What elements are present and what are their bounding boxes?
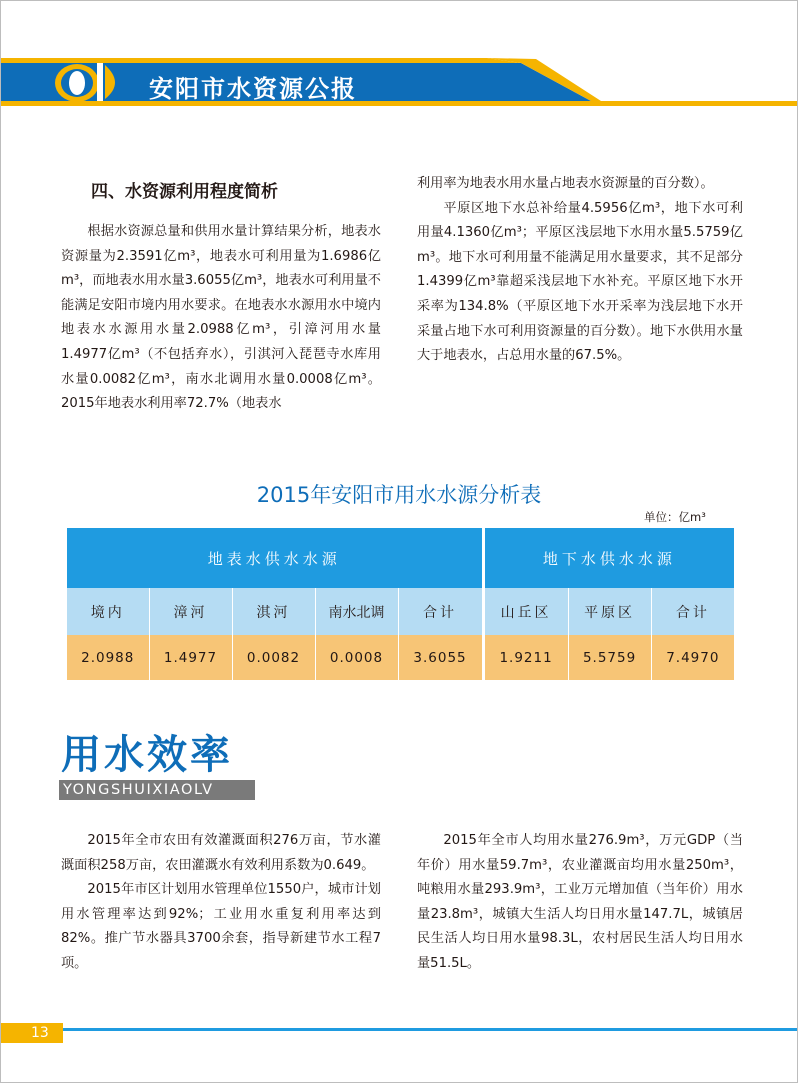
table-cell: 0.0082 bbox=[232, 635, 315, 680]
column-header: 合计 bbox=[398, 588, 483, 635]
table-title: 2015年安阳市用水水源分析表 bbox=[256, 483, 542, 507]
efficiency-subtitle-bar bbox=[59, 780, 255, 800]
groundwater-group-header: 地下水供水水源 bbox=[483, 528, 734, 588]
table-cell: 1.4977 bbox=[149, 635, 232, 680]
table-cell: 0.0008 bbox=[315, 635, 398, 680]
table-cell: 7.4970 bbox=[651, 635, 734, 680]
page-number: 13 bbox=[31, 1025, 49, 1041]
header-banner bbox=[1, 1, 797, 111]
left-column bbox=[61, 220, 381, 417]
table-row bbox=[67, 635, 734, 680]
efficiency-paragraph: 2015年全市农田有效灌溉面积276万亩，节水灌溉面积258万亩，农田灌溉水有效利用系数为0.649。 bbox=[61, 833, 381, 873]
column-header: 漳河 bbox=[149, 588, 232, 635]
table-group-header-row bbox=[67, 528, 734, 588]
analysis-paragraph-continued: 利用率为地表水用水量占地表水资源量的百分数）。 bbox=[417, 176, 714, 191]
efficiency-pinyin: YONGSHUIXIAOLV bbox=[63, 782, 214, 798]
efficiency-left-column bbox=[61, 829, 381, 977]
column-header: 山丘区 bbox=[483, 588, 568, 635]
table-cell: 2.0988 bbox=[67, 635, 149, 680]
column-header: 境内 bbox=[67, 588, 149, 635]
table-cell: 3.6055 bbox=[398, 635, 483, 680]
surface-water-group-header: 地表水供水水源 bbox=[67, 528, 483, 588]
table-unit: 单位：亿m³ bbox=[644, 510, 706, 524]
header-title: 安阳市水资源公报 bbox=[149, 75, 357, 103]
efficiency-heading: 用水效率 bbox=[61, 732, 233, 778]
right-column bbox=[417, 172, 743, 369]
table-column-header-row bbox=[67, 588, 734, 635]
table-cell: 1.9211 bbox=[483, 635, 568, 680]
column-header: 合计 bbox=[651, 588, 734, 635]
efficiency-paragraph: 2015年全市人均用水量276.9m³，万元GDP（当年价）用水量59.7m³，农业灌溉亩均用水量250m³，吨粮用水量293.9m³，工业万元增加值（当年价）用水量23.8m³，城镇大生活人均日用水量147.7L，城镇居民生活人均日用水量98.3L，农村居民生活人均日用水量51.5L。 bbox=[417, 833, 743, 971]
column-header: 淇河 bbox=[232, 588, 315, 635]
column-header: 南水北调 bbox=[315, 588, 398, 635]
footer-bar bbox=[1, 1023, 797, 1043]
water-source-table bbox=[67, 528, 734, 680]
table-cell: 5.5759 bbox=[568, 635, 651, 680]
column-header: 平原区 bbox=[568, 588, 651, 635]
section-heading: 四、水资源利用程度简析 bbox=[91, 182, 278, 202]
efficiency-right-column bbox=[417, 829, 743, 977]
groundwater-paragraph: 平原区地下水总补给量4.5956亿m³，地下水可利用量4.1360亿m³；平原区浅层地下水用水量5.5759亿m³。地下水可利用量不能满足用水量要求，其不足部分1.4399亿m³靠超采浅层地下水补充。平原区地下水开采率为134.8%（平原区地下水开采率为浅层地下水开采量占地下水可利用资源量的百分数）。地下水供用水量大于地表水，占总用水量的67.5%。 bbox=[417, 200, 743, 364]
water-logo-icon bbox=[55, 63, 115, 102]
efficiency-paragraph: 2015年市区计划用水管理单位1550户，城市计划用水管理率达到92%；工业用水重复利用率达到82%。推广节水器具3700余套，指导新建节水工程7项。 bbox=[61, 882, 381, 971]
analysis-paragraph: 根据水资源总量和供用水量计算结果分析，地表水资源量为2.3591亿m³，地表水可利用量为1.6986亿m³，而地表水用水量3.6055亿m³，地表水可利用量不能满足安阳市境内用水要求。在地表水水源用水中境内地表水水源用水量2.0988亿m³，引漳河用水量1.4977亿m³（不包括弃水），引淇河入琵琶寺水库用水量0.0082亿m³，南水北调用水量0.0008亿m³。2015年地表水利用率72.7%（地表水 bbox=[61, 224, 381, 412]
